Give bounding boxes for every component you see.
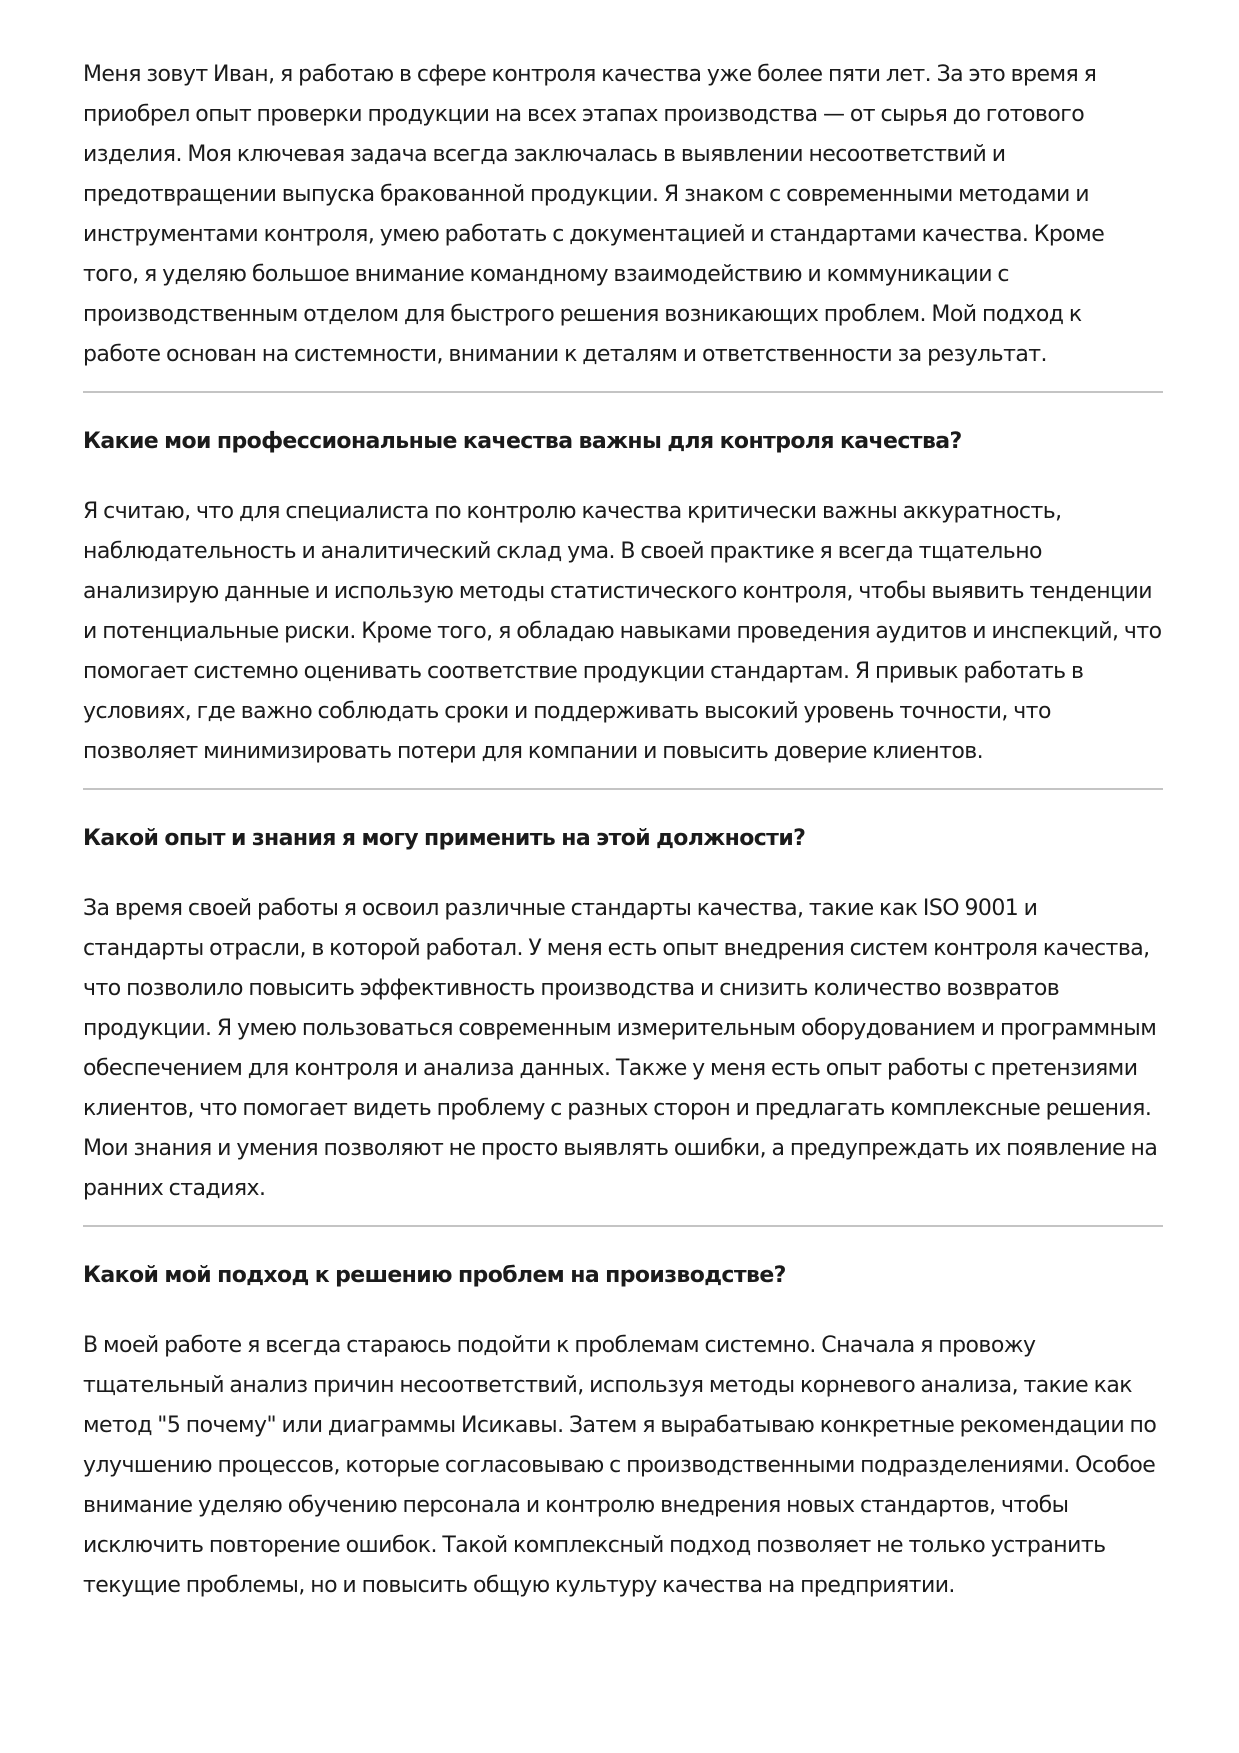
section-heading-approach: Какой мой подход к решению проблем на производстве? — [83, 1263, 786, 1288]
section-text-experience: За время своей работы я освоил различные стандарты качества, такие как ISO 9001 и стандарты отрасли, в которой работал. У меня есть опыт внедрения систем контроля качества, что позволило повысить эффективность производства и снизить количество возвратов продукции. Я умею пользоваться современным измерительным оборудованием и программным обеспечением для контроля и анализа данных. Также у меня есть опыт работы с претензиями клиентов, что помогает видеть проблему с разных сторон и предлагать комплексные решения. Мои знания и умения позволяют не просто выявлять ошибки, а предупреждать их появление на ранних стадиях. — [83, 896, 1158, 1201]
section-text-qualities: Я считаю, что для специалиста по контролю качества критически важны аккуратность, наблюдательность и аналитический склад ума. В своей практике я всегда тщательно анализирую данные и использую методы статистического контроля, чтобы выявить тенденции и потенциальные риски. Кроме того, я обладаю навыками проведения аудитов и инспекций, что помогает системно оценивать соответствие продукции стандартам. Я привык работать в условиях, где важно соблюдать сроки и поддерживать высокий уровень точности, что позволяет минимизировать потери для компании и повысить доверие клиентов. — [83, 499, 1162, 764]
section-heading-qualities: Какие мои профессиональные качества важны для контроля качества? — [83, 429, 962, 454]
section-heading-experience: Какой опыт и знания я могу применить на этой должности? — [83, 826, 806, 851]
intro-paragraph: Меня зовут Иван, я работаю в сфере контроля качества уже более пяти лет. За это время я приобрел опыт проверки продукции на всех этапах производства — от сырья до готового изделия. Моя ключевая задача всегда заключалась в выявлении несоответствий и предотвращении выпуска бракованной продукции. Я знаком с современными методами и инструментами контроля, умею работать с документацией и стандартами качества. Кроме того, я уделяю большое внимание командному взаимодействию и коммуникации с производственным отделом для быстрого решения возникающих проблем. Мой подход к работе основан на системности, внимании к деталям и ответственности за результат. — [83, 62, 1105, 367]
section-divider — [83, 788, 1163, 790]
section-divider — [83, 391, 1163, 393]
section-divider — [83, 1225, 1163, 1227]
document-page — [83, 55, 1163, 1606]
section-text-approach: В моей работе я всегда стараюсь подойти к проблемам системно. Сначала я провожу тщательный анализ причин несоответствий, используя методы корневого анализа, такие как метод "5 почему" или диаграммы Исикавы. Затем я вырабатываю конкретные рекомендации по улучшению процессов, которые согласовываю с производственными подразделениями. Особое внимание уделяю обучению персонала и контролю внедрения новых стандартов, чтобы исключить повторение ошибок. Такой комплексный подход позволяет не только устранить текущие проблемы, но и повысить общую культуру качества на предприятии. — [83, 1333, 1157, 1598]
